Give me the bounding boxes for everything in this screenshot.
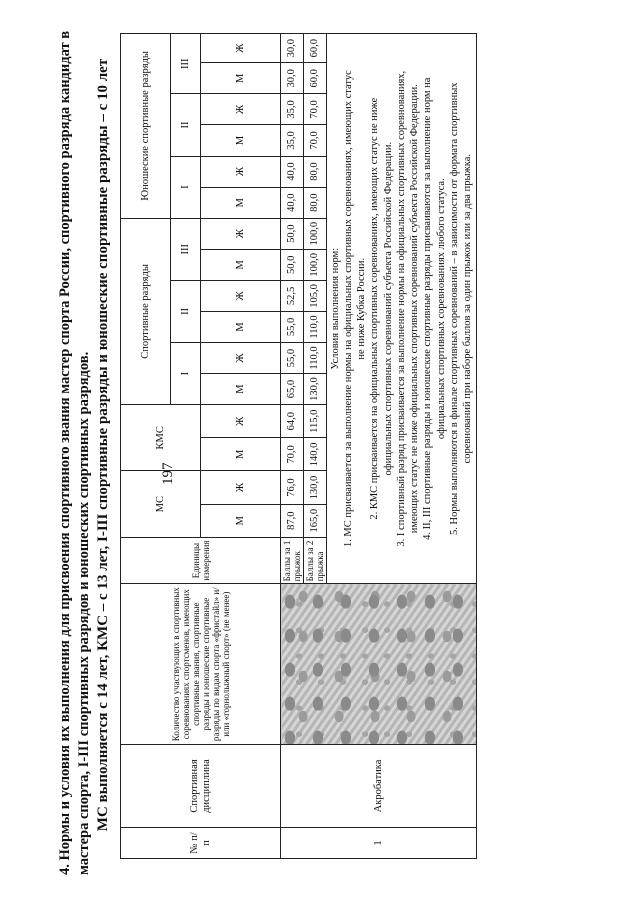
value-cell: 105,0 [304, 280, 327, 311]
header-youth-rank-1: I [171, 156, 201, 218]
header-participants: Количество участвующих в спортивных соревнованиях спортсменов, имеющих спортивные звания, спортивные разряды и юношеские спортивные разряды по видам спорта «фристайл» и/или «горнолыжный спорт» (не менее) [121, 584, 281, 745]
condition-line: 4. II, III спортивные разряды и юношеские спортивные разряды присваиваются за выполнение норм на [422, 77, 434, 540]
header-kms: КМС [121, 405, 201, 471]
value-cell: 35,0 [281, 125, 304, 156]
value-cell: 40,0 [281, 187, 304, 218]
value-cell: 165,0 [304, 504, 327, 537]
value-cell: 70,0 [281, 438, 304, 471]
header-discipline: Спортивная дисциплина [121, 745, 281, 828]
unit-two-jumps: Баллы за 2 прыжка [304, 537, 327, 584]
value-cell: 76,0 [281, 471, 304, 504]
header-youth-rank-2: II [171, 94, 201, 156]
redacted-participants [281, 584, 477, 745]
value-cell: 40,0 [281, 156, 304, 187]
value-cell: 100,0 [304, 218, 327, 249]
value-cell: 55,0 [281, 311, 304, 342]
value-cell: 115,0 [304, 405, 327, 438]
header-ms: МС [121, 471, 201, 537]
condition-line: 3. I спортивный разряд присваивается за выполнение нормы на официальных спортивных соревнованиях, [395, 70, 407, 547]
header-gender: М [201, 249, 281, 280]
value-cell: 50,0 [281, 249, 304, 280]
header-youth-rank-3: III [171, 34, 201, 94]
header-gender: Ж [201, 156, 281, 187]
value-cell: 110,0 [304, 311, 327, 342]
header-sport-rank-2: II [171, 280, 201, 342]
value-cell: 130,0 [304, 471, 327, 504]
header-gender: М [201, 504, 281, 537]
header-gender: Ж [201, 218, 281, 249]
value-cell: 30,0 [281, 63, 304, 94]
header-gender: Ж [201, 471, 281, 504]
value-cell: 30,0 [281, 34, 304, 63]
header-gender: Ж [201, 34, 281, 63]
condition-line: 5. Нормы выполняются в финале спортивных соревнований – в зависимости от формата спортивных [448, 82, 460, 535]
header-gender: М [201, 438, 281, 471]
condition-line: Условия выполнения норм: [329, 247, 341, 370]
header-num: № п/п [121, 827, 281, 858]
header-gender: Ж [201, 405, 281, 438]
header-sport-rank-3: III [171, 218, 201, 280]
condition-line: официальных спортивных соревнований субъекта Российской Федерации. [382, 141, 394, 476]
value-cell: 80,0 [304, 156, 327, 187]
value-cell: 65,0 [281, 374, 304, 405]
condition-line: официальных спортивных соревнованиях любого статуса. [435, 178, 447, 440]
header-gender: Ж [201, 342, 281, 373]
header-youth-ranks: Юношеские спортивные разряды [121, 34, 171, 219]
value-cell: 70,0 [304, 125, 327, 156]
value-cell: 50,0 [281, 218, 304, 249]
value-cell: 35,0 [281, 94, 304, 125]
value-cell: 55,0 [281, 342, 304, 373]
value-cell: 60,0 [304, 34, 327, 63]
condition-line: имеющих статус не ниже официальных спортивных соревнований субъекта Российской Федерации. [409, 84, 421, 534]
section-heading [56, 15, 113, 875]
conditions-block [327, 34, 477, 584]
value-cell: 100,0 [304, 249, 327, 280]
header-gender: М [201, 63, 281, 94]
condition-line: 2. КМС присваивается на официальных спортивных соревнованиях, имеющих статус не ниже [369, 97, 381, 520]
header-unit: Единицы измерения [121, 537, 281, 584]
heading-line-1: 4. Нормы и условия их выполнения для присвоения спортивного звания мастер спорта России, спортивного разряда кандидат в [57, 30, 73, 875]
page-number: 197 [160, 462, 176, 485]
header-sport-ranks: Спортивные разряды [121, 218, 171, 404]
value-cell: 52,5 [281, 280, 304, 311]
heading-line-2: мастера спорта, I-III спортивных разрядов и юношеских спортивных разрядов. [76, 351, 92, 875]
header-gender: Ж [201, 280, 281, 311]
header-gender: Ж [201, 94, 281, 125]
value-cell: 60,0 [304, 63, 327, 94]
value-cell: 110,0 [304, 342, 327, 373]
condition-line: 1. МС присваивается за выполнение нормы на официальных спортивных соревнованиях, имеющих статус [343, 70, 355, 548]
value-cell: 80,0 [304, 187, 327, 218]
value-cell: 130,0 [304, 374, 327, 405]
header-gender: М [201, 125, 281, 156]
unit-one-jump: Баллы за 1 прыжок [281, 537, 304, 584]
header-gender: М [201, 311, 281, 342]
row-discipline: Акробатика [281, 745, 477, 828]
row-num: 1 [281, 827, 477, 858]
value-cell: 64,0 [281, 405, 304, 438]
value-cell: 140,0 [304, 438, 327, 471]
heading-line-3: МС выполняется с 14 лет, КМС – с 13 лет, I-III спортивные разряды и юношеские спортивные разряды – с 10 лет [95, 58, 111, 832]
value-cell: 87,0 [281, 504, 304, 537]
header-gender: М [201, 187, 281, 218]
condition-line: соревнований при наборе баллов за один прыжок или за два прыжка. [461, 153, 473, 464]
header-sport-rank-1: I [171, 342, 201, 404]
norms-table [120, 33, 477, 859]
header-gender: М [201, 374, 281, 405]
condition-line: не ниже Кубка России. [356, 257, 368, 360]
value-cell: 70,0 [304, 94, 327, 125]
